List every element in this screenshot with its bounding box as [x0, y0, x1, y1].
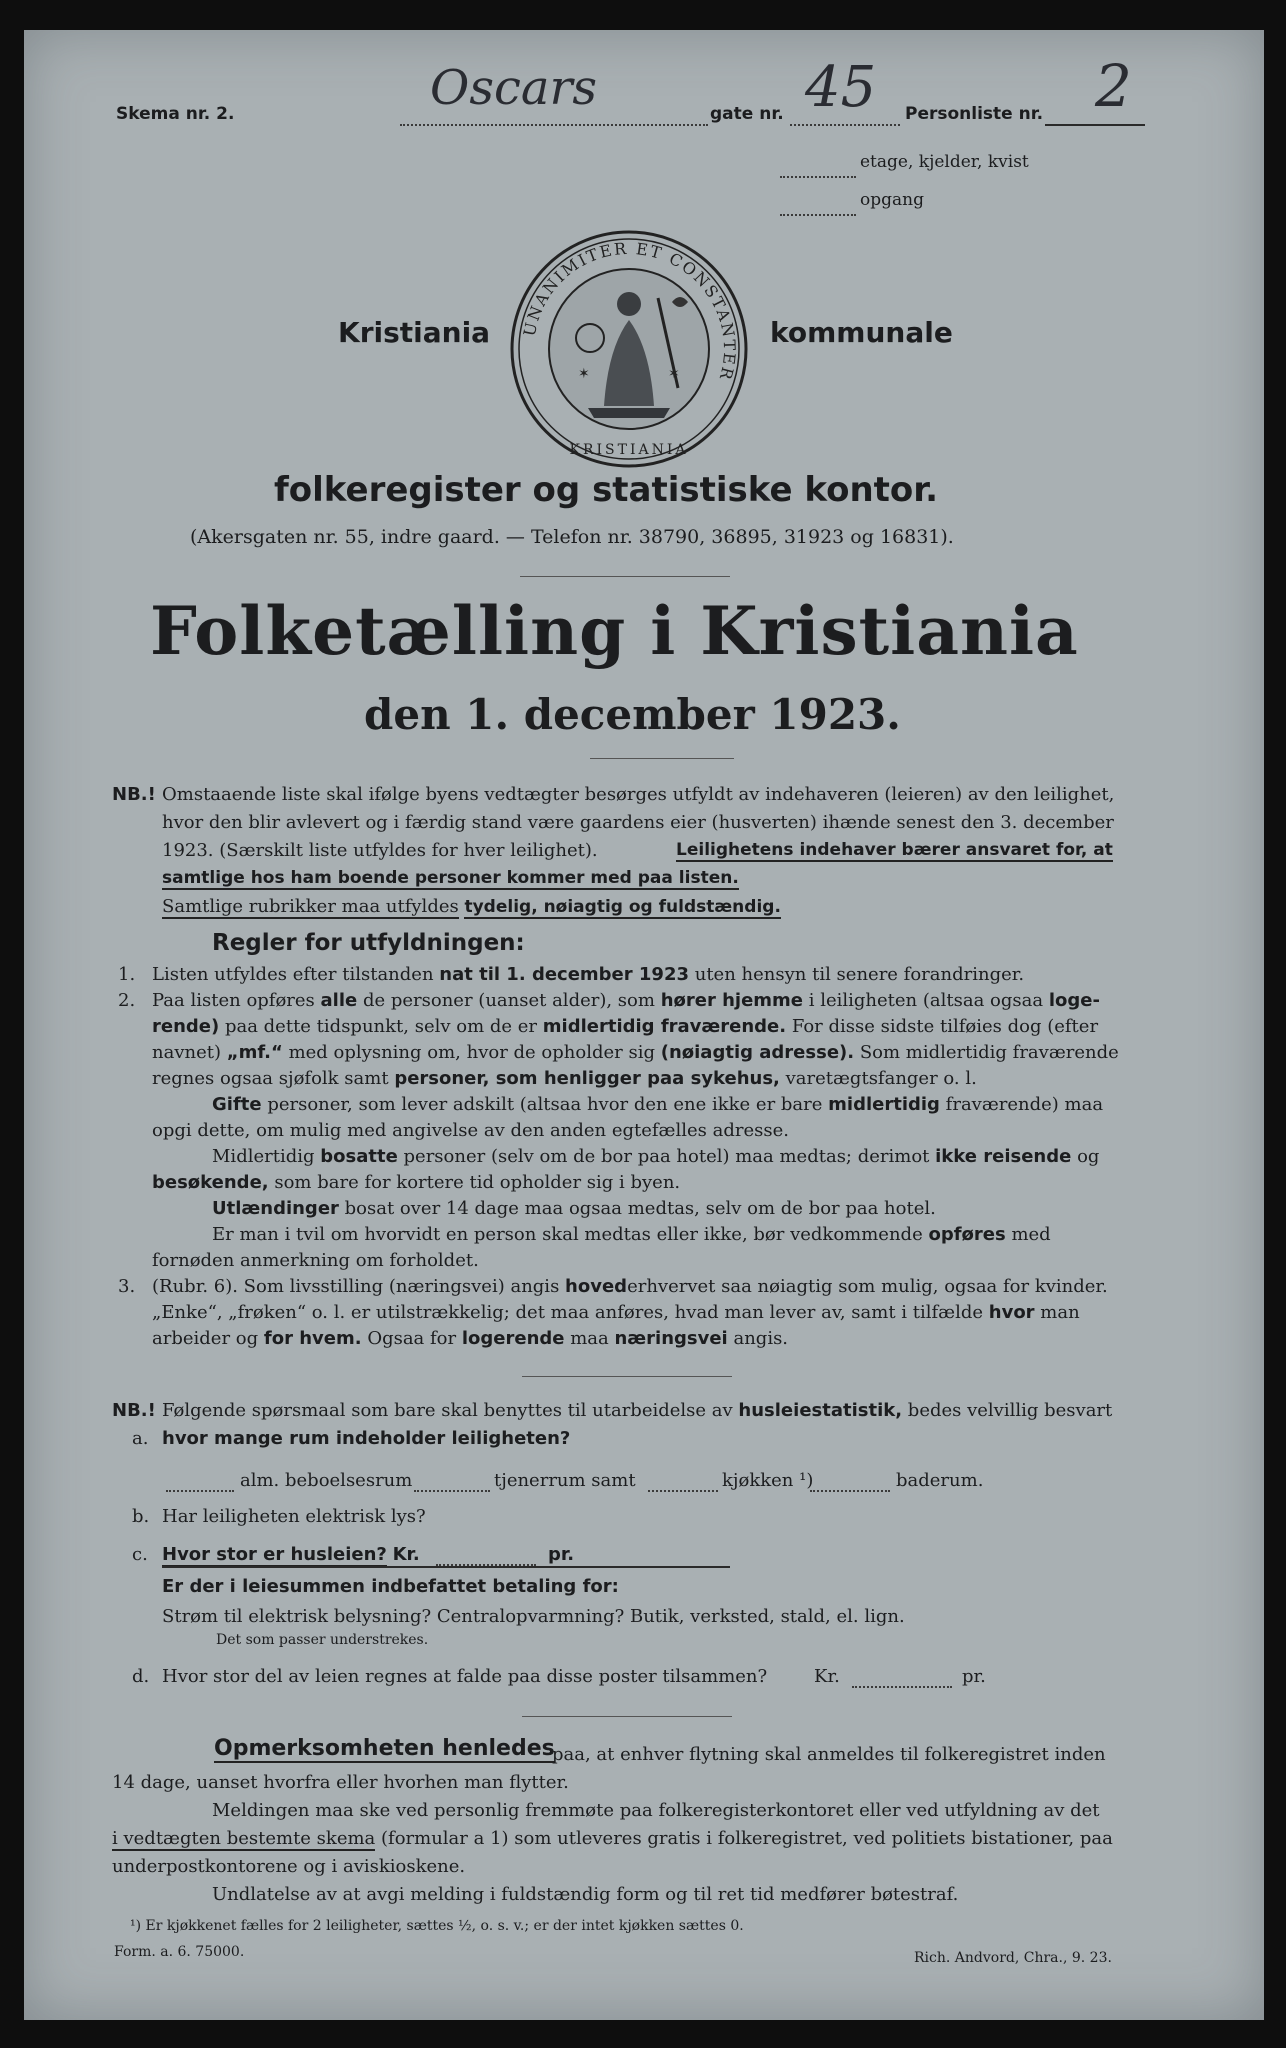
rule-3-line3: arbeider og for hvem. Ogsaa for logerende maa næringsvei angis. — [152, 1328, 789, 1349]
rule-2-line11: fornøden anmerkning om forholdet. — [152, 1250, 479, 1271]
q-d-text: Hvor stor del av leien regnes at falde paa disse poster tilsammen? — [162, 1666, 768, 1687]
kommunale-word: kommunale — [770, 316, 953, 349]
alm-fill-line — [166, 1490, 234, 1492]
nb1-line2: hvor den blir avlevert og i færdig stand være gaardens eier (husverten) ihænde senest den 3. december — [162, 812, 1114, 833]
nb1-line3-b: Leilighetens indehaver bærer ansvaret for, at — [676, 840, 1113, 860]
rule-2-line2: rende) paa dette tidspunkt, selv om de er midlertidig fraværende. For disse sidste tilføies dog (efter — [152, 1016, 1099, 1037]
rule-2-line3: navnet) „mf.“ med oplysning om, hvor de opholder sig (nøiagtig adresse). Som midlertidig fraværende — [152, 1042, 1119, 1063]
rules-heading: Regler for utfyldningen: — [212, 930, 525, 956]
street-fill-line — [400, 124, 708, 126]
nb1-line4-wrap — [162, 868, 739, 888]
rule-1-num: 1. — [118, 964, 136, 985]
divider-4 — [522, 1716, 732, 1717]
nb1-label: NB.! — [112, 784, 156, 805]
seal-bottom-text: KRISTIANIA — [569, 442, 689, 458]
rule-2-line9: Utlændinger bosat over 14 dage maa ogsaa medtas, selv om de bor paa hotel. — [212, 1198, 936, 1219]
q-d-pr: pr. — [962, 1666, 986, 1687]
printer-credit: Rich. Andvord, Chra., 9. 23. — [914, 1950, 1112, 1966]
notice-line6: Undlatelse av at avgi melding i fuldstændig form og til ret tid medfører bøtestraf. — [212, 1884, 959, 1905]
q-a-tjen: tjenerrum samt — [494, 1470, 636, 1491]
d-kr-fill-line — [852, 1686, 952, 1688]
census-title: Folketælling i Kristiania — [150, 592, 1079, 670]
personliste-label: Personliste nr. — [905, 104, 1044, 124]
form-number: Form. a. 6. 75000. — [114, 1944, 245, 1960]
nb1-line1: Omstaaende liste skal ifølge byens vedtægter besørges utfyldt av indehaveren (leieren) av den leilighet, — [162, 784, 1115, 805]
q-c-pr: pr. — [548, 1544, 575, 1565]
rule-2-num: 2. — [118, 990, 136, 1011]
skema-number: Skema nr. 2. — [116, 104, 235, 124]
rule-2-line1: Paa listen opføres alle de personer (uanset alder), som hører hjemme i leiligheten (altsaa ogsaa loge- — [152, 990, 1100, 1011]
svg-text:✶: ✶ — [578, 366, 590, 382]
rule-2-line8: besøkende, som bare for kortere tid opholder sig i byen. — [152, 1172, 681, 1193]
gate-label: gate nr. — [710, 104, 784, 124]
q-c-text: Hvor stor er husleien? Kr. — [162, 1544, 420, 1565]
notice-line2: 14 dage, uanset hvorfra eller hvorhen man flytter. — [112, 1772, 569, 1793]
nb1-line5-wrap — [162, 896, 781, 917]
q-c-label: c. — [132, 1544, 148, 1565]
q-a-bad: baderum. — [896, 1470, 984, 1491]
notice-heading: Opmerksomheten henledes — [214, 1736, 555, 1761]
q-d-label: d. — [132, 1666, 150, 1687]
q-b-text: Har leiligheten elektrisk lys? — [162, 1506, 426, 1527]
gate-fill-line — [790, 124, 900, 126]
office-address: (Akersgaten nr. 55, indre gaard. — Telefon nr. 38790, 36895, 31923 og 16831). — [190, 526, 954, 548]
q-c-note: Det som passer understrekes. — [216, 1632, 429, 1648]
rule-1-line: Listen utfyldes efter tilstanden nat til 1. december 1923 uten hensyn til senere forandringer. — [152, 964, 1025, 985]
q-a-kjok: kjøkken ¹) — [722, 1470, 814, 1491]
rule-3-line2: „Enke“, „frøken“ o. l. er utilstrækkelig; det maa anføres, hvad man lever av, samt i tilfælde hvor man — [152, 1302, 1080, 1323]
q-d-kr: Kr. — [814, 1666, 840, 1687]
rule-3-num: 3. — [118, 1276, 136, 1297]
kjok-fill-line — [648, 1490, 718, 1492]
city-seal — [508, 228, 750, 470]
q-c-underline — [162, 1566, 730, 1568]
q-a-alm: alm. beboelsesrum — [240, 1470, 413, 1491]
q-a-text: hvor mange rum indeholder leiligheten? — [162, 1428, 571, 1449]
tjen-fill-line — [414, 1490, 490, 1492]
city-seal-icon — [508, 228, 750, 470]
office-title: folkeregister og statistiske kontor. — [274, 470, 939, 510]
nb2-intro: Følgende spørsmaal som bare skal benyttes til utarbeidelse av husleiestatistik, bedes velvillig besvart — [162, 1400, 1113, 1421]
rule-3-line1: (Rubr. 6). Som livsstilling (næringsvei) angis hovederhvervet saa nøiagtig som mulig, ogsaa for kvinder. — [152, 1276, 1108, 1297]
notice-line3: Meldingen maa ske ved personlig fremmøte paa folkeregisterkontoret eller ved utfyldning av det — [212, 1800, 1100, 1821]
nb1-line3-a: 1923. (Særskilt liste utfyldes for hver leilighet). — [162, 840, 598, 861]
q-a-label: a. — [132, 1428, 149, 1449]
nb1-line5-a: Samtlige rubrikker maa utfyldes — [162, 896, 459, 917]
q-c-items: Strøm til elektrisk belysning? Centralopvarmning? Butik, verksted, stald, el. lign. — [162, 1606, 905, 1627]
q-c-sub: Er der i leiesummen indbefattet betaling for: — [162, 1576, 619, 1597]
gate-number-handwritten: 45 — [805, 55, 877, 120]
notice-line1: paa, at enhver flytning skal anmeldes til folkeregistret inden — [552, 1744, 1106, 1765]
street-handwritten: Oscars — [430, 60, 598, 116]
etage-fill-line — [780, 176, 856, 178]
etage-label: etage, kjelder, kvist — [860, 152, 1029, 172]
notice-heading-wrap — [214, 1736, 555, 1761]
nb1-line4: samtlige hos ham boende personer kommer med paa listen. — [162, 868, 739, 888]
nb1-line3-b-wrap — [676, 840, 1113, 860]
footnote: ¹) Er kjøkkenet fælles for 2 leiligheter, sættes ½, o. s. v.; er der intet kjøkken sættes 0. — [130, 1918, 744, 1934]
svg-text:✶: ✶ — [668, 366, 680, 382]
rule-2-line6: opgi dette, om mulig med angivelse av den anden egtefælles adresse. — [152, 1120, 789, 1141]
rule-2-line10: Er man i tvil om hvorvidt en person skal medtas eller ikke, bør vedkommende opføres med — [212, 1224, 1051, 1245]
kristiania-word: Kristiania — [338, 316, 491, 349]
census-date: den 1. december 1923. — [364, 690, 901, 739]
divider-1 — [520, 576, 730, 577]
divider-2 — [590, 758, 734, 759]
seal-ring-text: UNANIMITER ET CONSTANTER — [519, 238, 740, 384]
notice-line5: underpostkontorene og i aviskioskene. — [112, 1856, 466, 1877]
rule-2-line7: Midlertidig bosatte personer (selv om de bor paa hotel) maa medtas; derimot ikke reisende og — [212, 1146, 1100, 1167]
opgang-label: opgang — [860, 190, 924, 210]
bad-fill-line — [810, 1490, 890, 1492]
rule-2-line4: regnes ogsaa sjøfolk samt personer, som henligger paa sykehus, varetægtsfanger o. l. — [152, 1068, 977, 1089]
rule-2-line5: Gifte personer, som lever adskilt (altsaa hvor den ene ikke er bare midlertidig fraværende) maa — [212, 1094, 1104, 1115]
q-b-label: b. — [132, 1506, 150, 1527]
personliste-handwritten: 2 — [1095, 52, 1132, 120]
divider-3 — [522, 1376, 732, 1377]
nb1-line5-b: tydelig, nøiagtig og fuldstændig. — [464, 897, 781, 917]
nb2-label: NB.! — [112, 1400, 156, 1421]
personliste-fill-line — [1045, 124, 1145, 126]
opgang-fill-line — [780, 214, 856, 216]
notice-line4: i vedtægten bestemte skema (formular a 1) som utleveres gratis i folkeregistret, ved politiets bistationer, paa — [112, 1828, 1113, 1849]
